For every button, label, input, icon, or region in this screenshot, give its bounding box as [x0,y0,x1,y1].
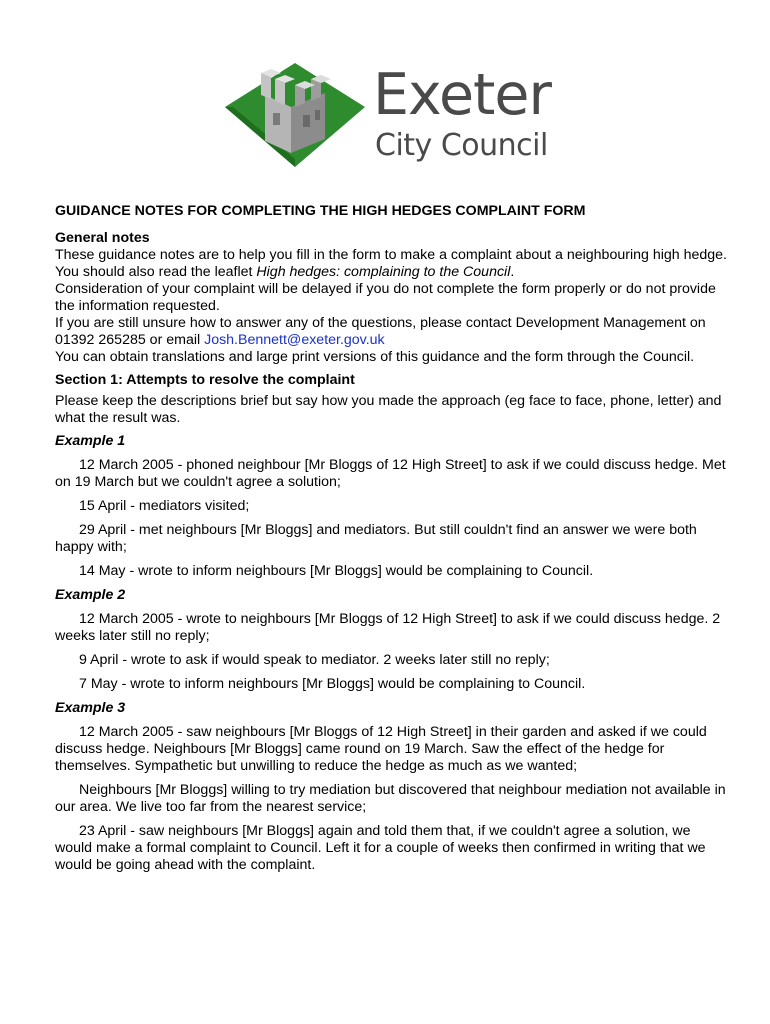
example-2-item: 9 April - wrote to ask if would speak to mediator. 2 weeks later still no reply; [79,652,550,668]
document-title: GUIDANCE NOTES FOR COMPLETING THE HIGH HEDGES COMPLAINT FORM [55,203,586,219]
council-logo [225,55,565,170]
example-1-item: 29 April - met neighbours [Mr Bloggs] and mediators. But still couldn't find an answer we were both happy with; [55,522,697,555]
castle-logo-icon [225,55,365,170]
example-3-item: 12 March 2005 - saw neighbours [Mr Bloggs of 12 High Street] in their garden and asked if we could discuss hedge. Neighbours [Mr Bloggs] came round on 19 March. Saw the effect of the hedge for themselves. Sympathetic but unwilling to reduce the hedge as much as we wanted; [55,724,707,774]
example-1-label: Example 1 [55,433,126,449]
general-p1-text: These guidance notes are to help you fill in the form to make a complaint about a neighbouring high hedge. You should also read the leaflet [55,247,727,280]
example-3-item: Neighbours [Mr Bloggs] willing to try mediation but discovered that neighbour mediation not available in our area. We live too far from the nearest service; [55,782,726,815]
general-paragraph-1 [55,247,730,281]
section1-heading: Section 1: Attempts to resolve the complaint [55,372,355,388]
general-notes-heading: General notes [55,230,150,246]
logo-text-city-council: City Council [375,128,548,163]
general-paragraph-2: Consideration of your complaint will be delayed if you do not complete the form properly or do not provide the information requested. [55,281,716,314]
email-link[interactable]: Josh.Bennett@exeter.gov.uk [204,332,385,348]
example-3-item: 23 April - saw neighbours [Mr Bloggs] again and told them that, if we couldn't agree a solution, we would make a formal complaint to Council. Left it for a couple of weeks then confirmed in writing that we would be going ahead with the complaint. [55,823,706,873]
general-p1-end: . [510,264,515,280]
example-2-label: Example 2 [55,587,126,603]
example-2-item: 12 March 2005 - wrote to neighbours [Mr Bloggs of 12 High Street] to ask if we could discuss hedge. 2 weeks later still no reply; [55,611,721,644]
example-2-item: 7 May - wrote to inform neighbours [Mr Bloggs] would be complaining to Council. [79,676,586,692]
section1-intro: Please keep the descriptions brief but say how you made the approach (eg face to face, phone, letter) and what the result was. [55,393,722,426]
contact-text: If you are still unsure how to answer any of the questions, please contact Development Management on 01392 265285 or email [55,315,706,348]
example-3-label: Example 3 [55,700,126,716]
logo-text-exeter: Exeter [373,62,551,128]
general-paragraph-4: You can obtain translations and large print versions of this guidance and the form through the Council. [55,349,695,365]
document-body [55,203,730,881]
example-1-item: 14 May - wrote to inform neighbours [Mr Bloggs] would be complaining to Council. [79,563,594,579]
general-paragraph-3 [55,315,730,349]
leaflet-title: High hedges: complaining to the Council [256,264,511,280]
example-1-item: 15 April - mediators visited; [79,498,250,514]
example-1-item: 12 March 2005 - phoned neighbour [Mr Bloggs of 12 High Street] to ask if we could discuss hedge. Met on 19 March but we couldn't agree a solution; [55,457,726,490]
